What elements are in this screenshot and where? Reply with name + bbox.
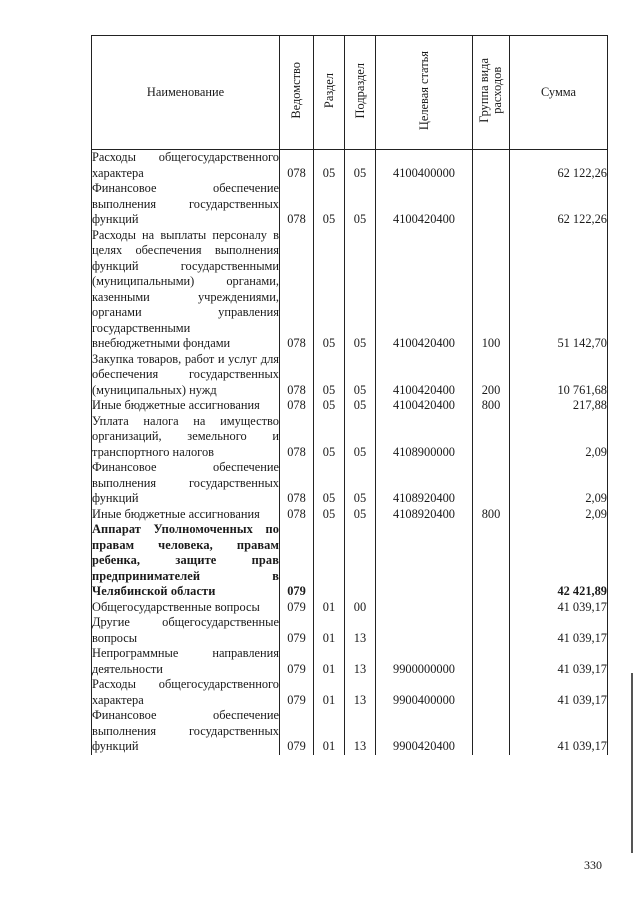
header-target-article-label: Целевая статья [416,50,431,130]
row-subsection: 13 [345,677,376,708]
row-sum: 62 122,26 [510,181,608,228]
row-target-article: 4100420400 [376,228,473,352]
row-name: Иные бюджетные ассигнования [92,398,280,414]
row-department: 079 [280,600,314,616]
row-sum: 62 122,26 [510,150,608,182]
row-subsection: 05 [345,150,376,182]
row-sum: 51 142,70 [510,228,608,352]
row-section: 05 [314,228,345,352]
header-department [280,36,314,150]
table-row [92,522,608,600]
row-department: 078 [280,150,314,182]
row-subsection: 05 [345,460,376,507]
row-expense-group: 100 [473,228,510,352]
row-sum: 10 761,68 [510,352,608,399]
row-section: 01 [314,646,345,677]
header-subsection [345,36,376,150]
row-department: 078 [280,181,314,228]
row-name: Общегосударственные вопросы [92,600,280,616]
page-number: 330 [584,858,602,872]
row-department: 079 [280,646,314,677]
row-department: 078 [280,352,314,399]
header-department-label: Ведомство [289,61,303,119]
table-row [92,150,608,182]
row-target-article [376,615,473,646]
row-name: Расходы на выплаты персоналу в целях обеспечения выполнения функций государственными (муниципальными) органами, казенными учреждениями, органами управления государственными внебюджетными фондами [92,227,279,350]
row-expense-group: 800 [473,507,510,523]
row-name: Закупка товаров, работ и услуг для обеспечения государственных (муниципальных) нужд [92,351,279,397]
row-subsection: 05 [345,398,376,414]
table-row [92,398,608,414]
row-department: 079 [280,708,314,755]
row-target-article: 9900000000 [376,646,473,677]
row-expense-group [473,677,510,708]
row-name: Другие общегосударственные вопросы [92,615,279,645]
row-target-article [376,600,473,616]
row-department: 078 [280,228,314,352]
row-section: 01 [314,677,345,708]
budget-table [91,35,608,755]
row-expense-group [473,460,510,507]
row-sum: 41 039,17 [510,600,608,616]
row-section: 05 [314,414,345,461]
row-expense-group: 200 [473,352,510,399]
row-target-article: 4108920400 [376,460,473,507]
row-target-article: 4100400000 [376,150,473,182]
row-subsection: 05 [345,414,376,461]
row-section: 05 [314,398,345,414]
row-name: Финансовое обеспечение выполнения государственных функций [92,708,279,753]
row-name: Финансовое обеспечение выполнения государственных функций [92,460,279,505]
table-row [92,708,608,755]
row-section: 01 [314,600,345,616]
header-subsection-label: Подраздел [352,62,367,118]
table-row [92,615,608,646]
row-expense-group [473,414,510,461]
header-section [314,36,345,150]
row-name: Иные бюджетные ассигнования [92,507,280,523]
row-name: Аппарат Уполномоченных по правам человека, правам ребенка, защите прав предпринимателей в Челябинской области [92,522,279,598]
row-subsection: 05 [345,228,376,352]
row-expense-group [473,522,510,600]
row-subsection [345,522,376,600]
table-body [92,150,608,755]
table-row [92,646,608,677]
row-department: 078 [280,414,314,461]
table-row [92,507,608,523]
row-expense-group: 800 [473,398,510,414]
header-target-article [376,36,473,150]
row-sum: 2,09 [510,414,608,461]
row-sum: 41 039,17 [510,615,608,646]
row-subsection: 05 [345,181,376,228]
row-department: 079 [280,522,314,600]
row-section: 05 [314,507,345,523]
row-name: Расходы общегосударственного характера [92,677,279,707]
row-subsection: 00 [345,600,376,616]
row-subsection: 13 [345,646,376,677]
row-name: Финансовое обеспечение выполнения государственных функций [92,181,279,226]
row-target-article: 4108920400 [376,507,473,523]
row-sum: 41 039,17 [510,677,608,708]
table-row [92,352,608,399]
row-department: 079 [280,615,314,646]
table-row [92,228,608,352]
header-section-label: Раздел [321,72,336,108]
row-subsection: 13 [345,615,376,646]
scan-edge-mark [631,673,633,853]
row-name: Непрограммные направления деятельности [92,646,279,676]
row-target-article: 4100420400 [376,352,473,399]
row-target-article: 9900420400 [376,708,473,755]
row-target-article [376,522,473,600]
row-sum: 41 039,17 [510,646,608,677]
row-sum: 2,09 [510,460,608,507]
row-target-article: 4108900000 [376,414,473,461]
row-expense-group [473,708,510,755]
row-section: 05 [314,352,345,399]
row-name: Уплата налога на имущество организаций, земельного и транспортного налогов [92,413,279,459]
row-expense-group [473,600,510,616]
row-section [314,522,345,600]
row-section: 01 [314,708,345,755]
row-section: 05 [314,181,345,228]
row-name: Расходы общегосударственного характера [92,150,279,180]
row-sum: 2,09 [510,507,608,523]
row-expense-group [473,150,510,182]
header-expense-group [473,36,510,150]
row-subsection: 05 [345,352,376,399]
header-sum: Сумма [510,36,608,150]
row-target-article: 4100420400 [376,398,473,414]
row-expense-group [473,615,510,646]
row-subsection: 13 [345,708,376,755]
row-subsection: 05 [345,507,376,523]
row-target-article: 4100420400 [376,181,473,228]
table-row [92,414,608,461]
row-department: 079 [280,677,314,708]
row-department: 078 [280,507,314,523]
header-name: Наименование [92,36,280,150]
row-target-article: 9900400000 [376,677,473,708]
table-header-row [92,36,608,150]
row-department: 078 [280,460,314,507]
row-department: 078 [280,398,314,414]
row-expense-group [473,646,510,677]
row-section: 05 [314,150,345,182]
row-section: 01 [314,615,345,646]
table-row [92,600,608,616]
row-sum: 217,88 [510,398,608,414]
row-sum: 41 039,17 [510,708,608,755]
table-row [92,677,608,708]
table-row [92,181,608,228]
table-row [92,460,608,507]
row-sum: 42 421,89 [510,522,608,600]
row-section: 05 [314,460,345,507]
header-expense-group-label: Группа вида расходов [477,57,504,123]
row-expense-group [473,181,510,228]
